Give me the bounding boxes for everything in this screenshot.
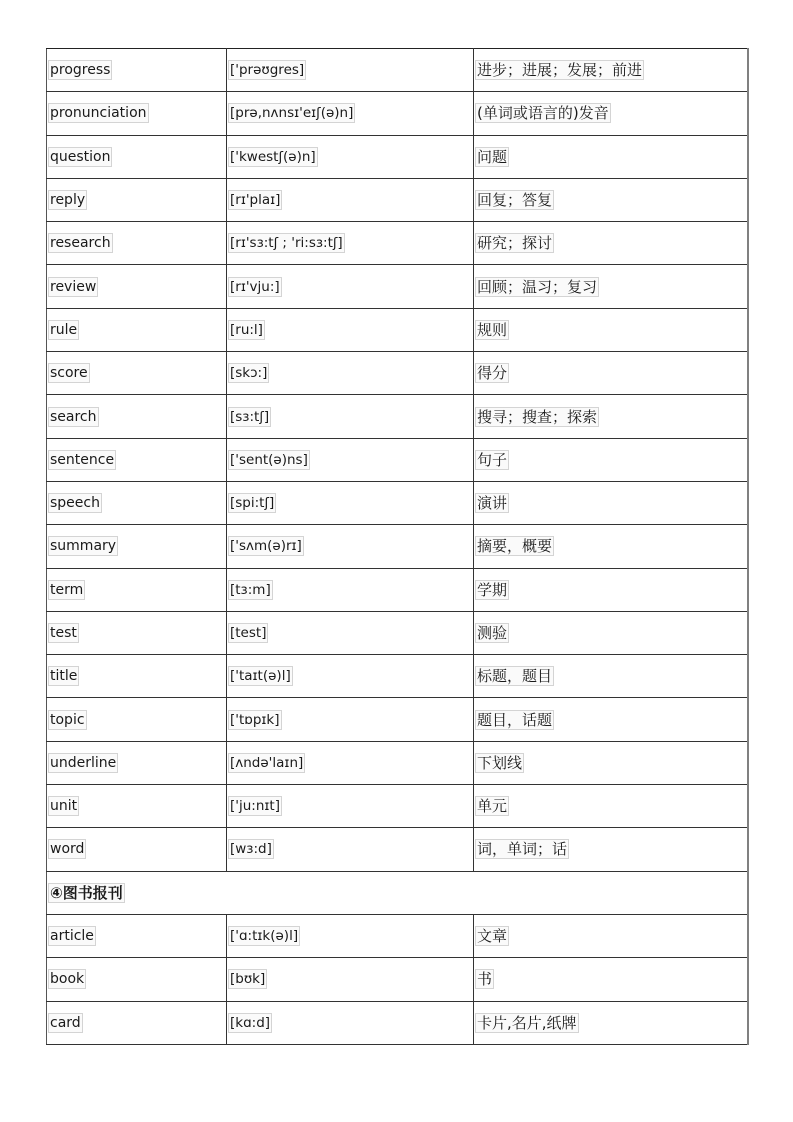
- meaning-text: 词，单词；话: [477, 840, 568, 859]
- phonetic-cell: [227, 525, 474, 568]
- phonetic-cell: [227, 785, 474, 828]
- table-row: [47, 438, 748, 481]
- phonetic-text: ['prəʊgres]: [230, 62, 305, 79]
- word-cell: [47, 698, 227, 741]
- word-text: score: [50, 365, 88, 382]
- word-cell: [47, 135, 227, 178]
- meaning-cell: [474, 135, 748, 178]
- meaning-text: 规则: [477, 320, 508, 339]
- table-row: [47, 958, 748, 1001]
- table-row: [47, 135, 748, 178]
- word-cell: [47, 265, 227, 308]
- meaning-cell: [474, 655, 748, 698]
- phonetic-text: [bʊk]: [230, 971, 266, 988]
- table-row: [47, 92, 748, 135]
- meaning-text: 句子: [477, 450, 508, 469]
- phonetic-text: [spi:tʃ]: [230, 495, 275, 512]
- phonetic-text: ['sʌm(ə)rɪ]: [230, 538, 302, 555]
- meaning-text: (单词或语言的)发音: [477, 104, 609, 123]
- word-text: book: [50, 971, 85, 988]
- word-text: test: [50, 625, 77, 641]
- table-row: [47, 785, 748, 828]
- word-text: progress: [50, 62, 111, 79]
- word-text: article: [50, 928, 94, 945]
- meaning-text: 单元: [477, 797, 508, 816]
- word-text: speech: [50, 495, 100, 512]
- phonetic-text: [rɪ'vju:]: [230, 278, 280, 295]
- phonetic-text: [ru:l]: [230, 321, 263, 338]
- word-cell: [47, 49, 227, 92]
- table-row: [47, 611, 748, 654]
- phonetic-cell: [227, 828, 474, 871]
- table-row: [47, 741, 748, 784]
- phonetic-text: ['tɒpɪk]: [230, 711, 280, 728]
- word-cell: [47, 352, 227, 395]
- phonetic-text: [sɜ:tʃ]: [230, 408, 270, 425]
- word-text: term: [50, 581, 84, 598]
- meaning-cell: [474, 178, 748, 221]
- meaning-text: 进步；进展；发展；前进: [477, 61, 643, 80]
- meaning-cell: [474, 958, 748, 1001]
- phonetic-cell: [227, 1001, 474, 1044]
- meaning-text: 摘要，概要: [477, 537, 553, 556]
- phonetic-text: [tɜ:m]: [230, 581, 271, 598]
- meaning-cell: [474, 49, 748, 92]
- meaning-text: 搜寻；搜查；探索: [477, 407, 598, 426]
- word-text: title: [50, 668, 78, 685]
- table-row: [47, 525, 748, 568]
- vocabulary-table-body: [47, 49, 748, 1045]
- word-text: word: [50, 841, 85, 858]
- word-text: topic: [50, 711, 85, 728]
- meaning-text: 学期: [477, 580, 508, 599]
- meaning-text: 题目，话题: [477, 710, 553, 729]
- phonetic-text: ['sent(ə)ns]: [230, 451, 308, 468]
- word-cell: [47, 958, 227, 1001]
- phonetic-cell: [227, 438, 474, 481]
- phonetic-cell: [227, 395, 474, 438]
- word-cell: [47, 655, 227, 698]
- meaning-text: 标题，题目: [477, 667, 553, 686]
- phonetic-cell: [227, 49, 474, 92]
- phonetic-cell: [227, 92, 474, 135]
- phonetic-text: [wɜ:d]: [230, 841, 272, 858]
- table-row: [47, 568, 748, 611]
- phonetic-cell: [227, 958, 474, 1001]
- word-cell: [47, 438, 227, 481]
- table-row: [47, 308, 748, 351]
- meaning-text: 文章: [477, 927, 508, 946]
- meaning-cell: [474, 914, 748, 957]
- phonetic-cell: [227, 265, 474, 308]
- word-text: search: [50, 408, 97, 425]
- meaning-cell: [474, 222, 748, 265]
- word-cell: [47, 92, 227, 135]
- word-cell: [47, 914, 227, 957]
- meaning-cell: [474, 611, 748, 654]
- meaning-cell: [474, 395, 748, 438]
- table-row: [47, 914, 748, 957]
- meaning-cell: [474, 481, 748, 524]
- table-row: [47, 49, 748, 92]
- word-cell: [47, 785, 227, 828]
- meaning-cell: [474, 438, 748, 481]
- phonetic-cell: [227, 308, 474, 351]
- phonetic-cell: [227, 178, 474, 221]
- phonetic-text: ['ɑ:tɪk(ə)l]: [230, 928, 299, 945]
- phonetic-text: ['ju:nɪt]: [230, 798, 280, 815]
- table-row: [47, 655, 748, 698]
- word-text: reply: [50, 192, 86, 209]
- meaning-cell: [474, 308, 748, 351]
- word-cell: [47, 395, 227, 438]
- meaning-text: 下划线: [477, 753, 523, 772]
- phonetic-text: ['taɪt(ə)l]: [230, 668, 291, 685]
- phonetic-cell: [227, 568, 474, 611]
- phonetic-cell: [227, 135, 474, 178]
- word-text: question: [50, 148, 111, 165]
- word-text: review: [50, 278, 97, 295]
- phonetic-cell: [227, 741, 474, 784]
- table-row: [47, 265, 748, 308]
- word-cell: [47, 308, 227, 351]
- phonetic-text: [skɔ:]: [230, 365, 268, 382]
- section-header-cell: [47, 871, 748, 914]
- meaning-text: 得分: [477, 364, 508, 383]
- word-text: research: [50, 235, 111, 252]
- meaning-cell: [474, 785, 748, 828]
- phonetic-cell: [227, 352, 474, 395]
- phonetic-text: [ʌndə'laɪn]: [230, 754, 304, 771]
- word-text: rule: [50, 321, 78, 338]
- meaning-text: 演讲: [477, 494, 508, 513]
- phonetic-cell: [227, 655, 474, 698]
- phonetic-text: ['kwestʃ(ə)n]: [230, 148, 316, 165]
- section-title: ④图书报刊: [50, 883, 123, 902]
- table-row: [47, 178, 748, 221]
- meaning-text: 研究；探讨: [477, 234, 553, 253]
- table-row: [47, 481, 748, 524]
- meaning-cell: [474, 1001, 748, 1044]
- vocabulary-table: [46, 48, 749, 1045]
- word-cell: [47, 611, 227, 654]
- word-cell: [47, 1001, 227, 1044]
- meaning-cell: [474, 525, 748, 568]
- meaning-cell: [474, 828, 748, 871]
- meaning-cell: [474, 568, 748, 611]
- phonetic-cell: [227, 222, 474, 265]
- meaning-text: 测验: [477, 624, 508, 642]
- word-cell: [47, 481, 227, 524]
- meaning-cell: [474, 265, 748, 308]
- table-row: [47, 828, 748, 871]
- meaning-cell: [474, 352, 748, 395]
- word-cell: [47, 222, 227, 265]
- meaning-cell: [474, 698, 748, 741]
- phonetic-text: [prə,nʌnsɪ'eɪʃ(ə)n]: [230, 105, 354, 122]
- phonetic-cell: [227, 914, 474, 957]
- meaning-text: 问题: [477, 147, 508, 166]
- word-cell: [47, 741, 227, 784]
- phonetic-cell: [227, 481, 474, 524]
- table-row: [47, 1001, 748, 1044]
- table-row: [47, 222, 748, 265]
- phonetic-text: [kɑ:d]: [230, 1014, 271, 1031]
- word-text: unit: [50, 798, 78, 815]
- phonetic-cell: [227, 611, 474, 654]
- word-text: summary: [50, 538, 117, 555]
- meaning-text: 回复；答复: [477, 191, 553, 210]
- meaning-text: 卡片,名片,纸牌: [477, 1013, 577, 1032]
- word-text: card: [50, 1014, 81, 1031]
- meaning-text: 回顾；温习；复习: [477, 277, 598, 296]
- phonetic-cell: [227, 698, 474, 741]
- phonetic-text: [rɪ'sɜ:tʃ ; 'ri:sɜ:tʃ]: [230, 235, 343, 252]
- table-row: [47, 698, 748, 741]
- table-row: [47, 395, 748, 438]
- meaning-cell: [474, 92, 748, 135]
- meaning-cell: [474, 741, 748, 784]
- word-cell: [47, 568, 227, 611]
- word-cell: [47, 525, 227, 568]
- phonetic-text: [rɪ'plaɪ]: [230, 192, 281, 209]
- word-cell: [47, 178, 227, 221]
- word-text: pronunciation: [50, 105, 147, 122]
- phonetic-text: [test]: [230, 625, 267, 641]
- meaning-text: 书: [477, 970, 493, 989]
- section-header-row: [47, 871, 748, 914]
- word-text: sentence: [50, 451, 115, 468]
- word-text: underline: [50, 754, 117, 771]
- table-row: [47, 352, 748, 395]
- word-cell: [47, 828, 227, 871]
